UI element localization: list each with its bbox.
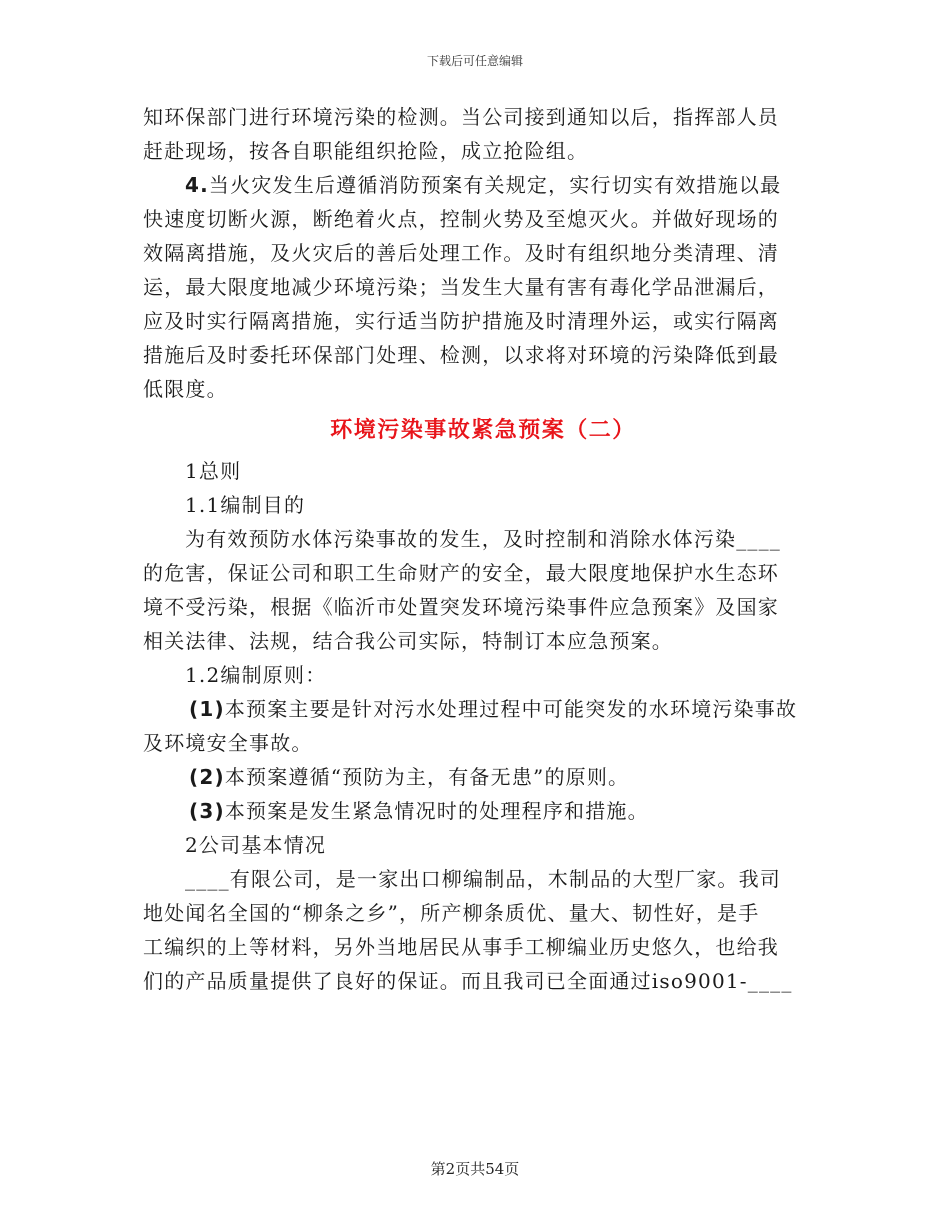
paragraph-line: 当火灾发生后遵循消防预案有关规定，实行切实有效措施以最 — [208, 173, 782, 197]
item-number: (3) — [189, 799, 225, 823]
paragraph-line: 及环境安全事故。 — [143, 731, 313, 755]
heading-purpose: 1.1编制目的 — [185, 493, 306, 517]
paragraph-line: 运，最大限度地减少环境污染；当发生大量有害有毒化学品泄漏后， — [143, 275, 779, 299]
paragraph-line: 工编织的上等材料，另外当地居民从事手工柳编业历史悠久，也给我 — [143, 935, 779, 959]
paragraph-line: 们的产品质量提供了良好的保证。而且我司已全面通过iso9001-____ — [143, 969, 793, 993]
paragraph-line: 快速度切断火源，断绝着火点，控制火势及至熄灭火。并做好现场的 — [143, 207, 779, 231]
page-header: 下载后可任意编辑 — [426, 54, 523, 68]
paragraph-line: 应及时实行隔离措施，实行适当防护措施及时清理外运，或实行隔离 — [143, 309, 779, 333]
item-number: (2) — [189, 765, 225, 789]
heading-company-info: 2公司基本情况 — [185, 833, 327, 857]
list-item-1 — [143, 692, 803, 726]
paragraph-line: 相关法律、法规，结合我公司实际，特制订本应急预案。 — [143, 629, 673, 653]
paragraph-line: 措施后及时委托环保部门处理、检测，以求将对环境的污染降低到最 — [143, 343, 779, 367]
item-number: (1) — [189, 697, 225, 721]
document-body — [143, 100, 803, 998]
paragraph-line: ____有限公司，是一家出口柳编制品，木制品的大型厂家。我司 — [185, 867, 781, 891]
page-footer: 第2页共54页 — [430, 1160, 520, 1178]
paragraph-line: 本预案遵循“预防为主，有备无患”的原则。 — [224, 765, 630, 789]
heading-principles: 1.2编制原则： — [185, 663, 327, 687]
paragraph-line: 地处闻名全国的“柳条之乡”，所产柳条质优、量大、韧性好，是手 — [143, 901, 760, 925]
paragraph-line: 的危害，保证公司和职工生命财产的安全，最大限度地保护水生态环 — [143, 561, 779, 585]
list-item-2 — [143, 760, 803, 794]
paragraph-line: 赶赴现场，按各自职能组织抢险，成立抢险组。 — [143, 139, 589, 163]
paragraph-line: 本预案是发生紧急情况时的处理程序和措施。 — [224, 799, 649, 823]
paragraph-line: 为有效预防水体污染事故的发生，及时控制和消除水体污染____ — [185, 527, 781, 551]
paragraph-line: 效隔离措施，及火灾后的善后处理工作。及时有组织地分类清理、清 — [143, 241, 779, 265]
paragraph-line: 低限度。 — [143, 377, 228, 401]
section-title: 环境污染事故紧急预案（二） — [330, 417, 636, 443]
list-item-3 — [143, 794, 803, 828]
paragraph-line: 本预案主要是针对污水处理过程中可能突发的水环境污染事故 — [224, 697, 798, 721]
paragraph-line: 知环保部门进行环境污染的检测。当公司接到通知以后，指挥部人员 — [143, 105, 779, 129]
numbered-paragraph-4 — [143, 168, 803, 202]
item-number: 4. — [185, 173, 209, 197]
heading-general: 1总则 — [185, 459, 242, 483]
paragraph-line: 境不受污染，根据《临沂市处置突发环境污染事件应急预案》及国家 — [143, 595, 779, 619]
